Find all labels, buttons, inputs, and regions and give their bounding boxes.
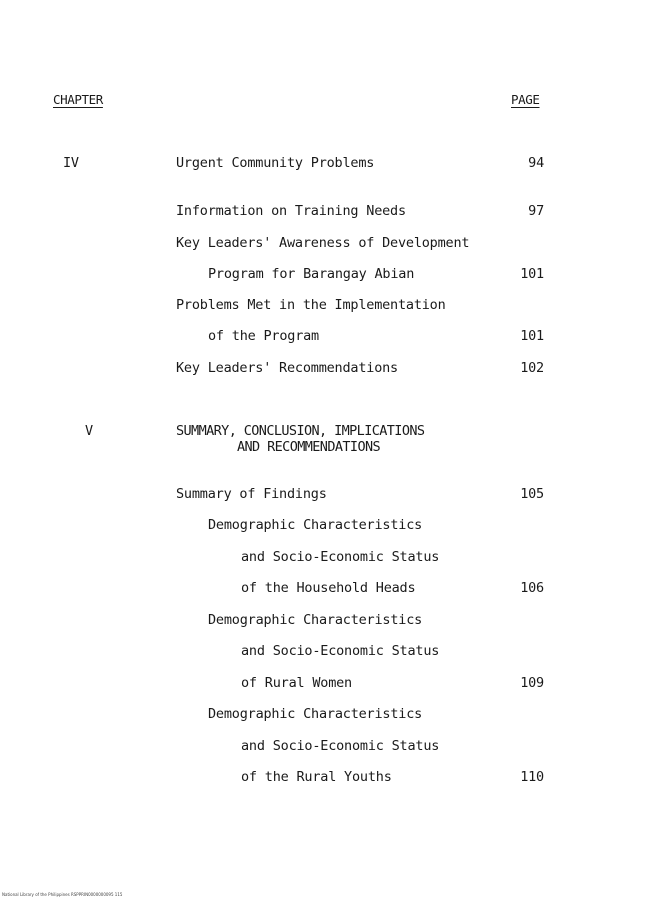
toc-entry-title: Demographic Characteristics	[208, 612, 423, 628]
toc-entry-title: Urgent Community Problems	[176, 155, 375, 171]
toc-entry-title: of the Rural Youths	[241, 769, 392, 785]
scan-footer-label: National Library of the Philippines RSPPRIN0000000095 115	[2, 892, 123, 897]
toc-entry-title: of the Household Heads	[241, 580, 416, 596]
toc-entry-page: 102	[520, 360, 544, 376]
toc-entry-title: Demographic Characteristics	[208, 706, 423, 722]
toc-entry-page: 105	[520, 486, 544, 502]
chapter-v-title-continued: AND RECOMMENDATIONS	[237, 439, 381, 455]
toc-entry-page: 101	[520, 266, 544, 282]
toc-entry-title: Problems Met in the Implementation	[176, 297, 446, 313]
toc-entry-page: 106	[520, 580, 544, 596]
toc-entry-title: Summary of Findings	[176, 486, 327, 502]
toc-entry-title: of the Program	[208, 328, 319, 344]
toc-entry-page: 94	[528, 155, 544, 171]
page-column-header: PAGE	[511, 92, 540, 107]
chapter-v-title: SUMMARY, CONCLUSION, IMPLICATIONS	[176, 423, 425, 439]
toc-entry-title: Key Leaders' Awareness of Development	[176, 235, 470, 251]
toc-entry-title: Program for Barangay Abian	[208, 266, 415, 282]
toc-entry-title: and Socio-Economic Status	[241, 643, 440, 659]
toc-entry-title: of Rural Women	[241, 675, 352, 691]
toc-entry-title: Information on Training Needs	[176, 203, 406, 219]
chapter-iv-numeral: IV	[63, 155, 79, 171]
toc-entry-page: 110	[520, 769, 544, 785]
toc-entry-title: and Socio-Economic Status	[241, 549, 440, 565]
chapter-column-header: CHAPTER	[53, 92, 103, 107]
toc-entry-title: and Socio-Economic Status	[241, 738, 440, 754]
toc-entry-title: Key Leaders' Recommendations	[176, 360, 398, 376]
chapter-v-numeral: V	[85, 423, 93, 439]
toc-entry-title: Demographic Characteristics	[208, 517, 423, 533]
toc-entry-page: 97	[528, 203, 544, 219]
toc-entry-page: 101	[520, 328, 544, 344]
toc-entry-page: 109	[520, 675, 544, 691]
